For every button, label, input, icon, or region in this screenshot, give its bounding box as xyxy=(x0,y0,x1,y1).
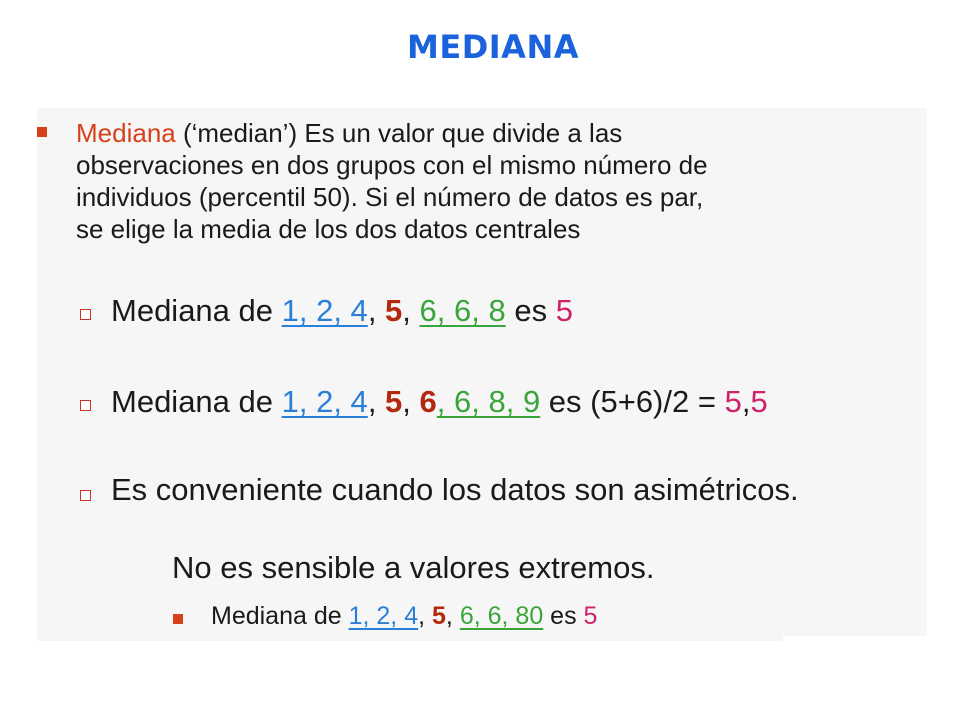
example-3-median-value: 5 xyxy=(432,602,446,630)
definition-term: Mediana xyxy=(76,118,176,148)
example-3-prefix: Mediana de xyxy=(211,602,349,630)
example-1-upper-half: 6, 6, 8 xyxy=(419,293,506,328)
example-2-lower-half: 1, 2, 4 xyxy=(281,384,368,419)
panel-corner-cutout xyxy=(783,636,927,641)
checkbox-bullet-icon xyxy=(80,309,91,320)
example-1 xyxy=(111,293,573,329)
square-bullet-icon xyxy=(173,614,183,624)
example-3-verb: es xyxy=(543,602,584,630)
example-2-sep2: , xyxy=(402,384,420,419)
note-line-2: No es sensible a valores extremos. xyxy=(172,550,655,585)
example-2-sep1: , xyxy=(367,384,386,419)
example-3-lower-half: 1, 2, 4 xyxy=(348,602,419,630)
example-3-result: 5 xyxy=(583,602,598,630)
example-3-sep2: , xyxy=(445,602,460,630)
example-2-upper-half: , 6, 8, 9 xyxy=(436,384,541,419)
note-line-1: Es conveniente cuando los datos son asimétricos. xyxy=(111,472,799,507)
example-3-sep1: , xyxy=(418,602,433,630)
square-bullet-icon xyxy=(37,127,47,137)
example-1-result: 5 xyxy=(555,293,573,328)
example-1-sep1: , xyxy=(367,293,386,328)
definition-line-2: observaciones en dos grupos con el mismo número de xyxy=(76,150,708,180)
example-2-result-decimal: 5 xyxy=(750,384,768,419)
definition-line-1 xyxy=(76,118,622,148)
example-1-lower-half: 1, 2, 4 xyxy=(281,293,368,328)
example-1-sep2: , xyxy=(402,293,420,328)
example-2-central-value-2: 6 xyxy=(419,384,437,419)
checkbox-bullet-icon xyxy=(80,490,91,501)
example-2-result-comma: , xyxy=(741,384,751,419)
example-2-verb: es (5+6)/2 = xyxy=(540,384,725,419)
definition-line-3: individuos (percentil 50). Si el número de datos es par, xyxy=(76,182,704,212)
example-1-prefix: Mediana de xyxy=(111,293,282,328)
example-2-prefix: Mediana de xyxy=(111,384,282,419)
example-2-result-integer: 5 xyxy=(724,384,742,419)
definition-line-1-rest: (‘median’) Es un valor que divide a las xyxy=(175,118,623,148)
example-2-central-value-1: 5 xyxy=(385,384,403,419)
example-3 xyxy=(211,601,597,631)
definition-line-4: se elige la media de los dos datos centrales xyxy=(76,214,581,244)
example-1-median-value: 5 xyxy=(385,293,403,328)
example-2 xyxy=(111,384,768,420)
slide-title: MEDIANA xyxy=(407,28,579,66)
example-3-upper-half: 6, 6, 80 xyxy=(459,602,544,630)
example-1-verb: es xyxy=(505,293,556,328)
checkbox-bullet-icon xyxy=(80,400,91,411)
